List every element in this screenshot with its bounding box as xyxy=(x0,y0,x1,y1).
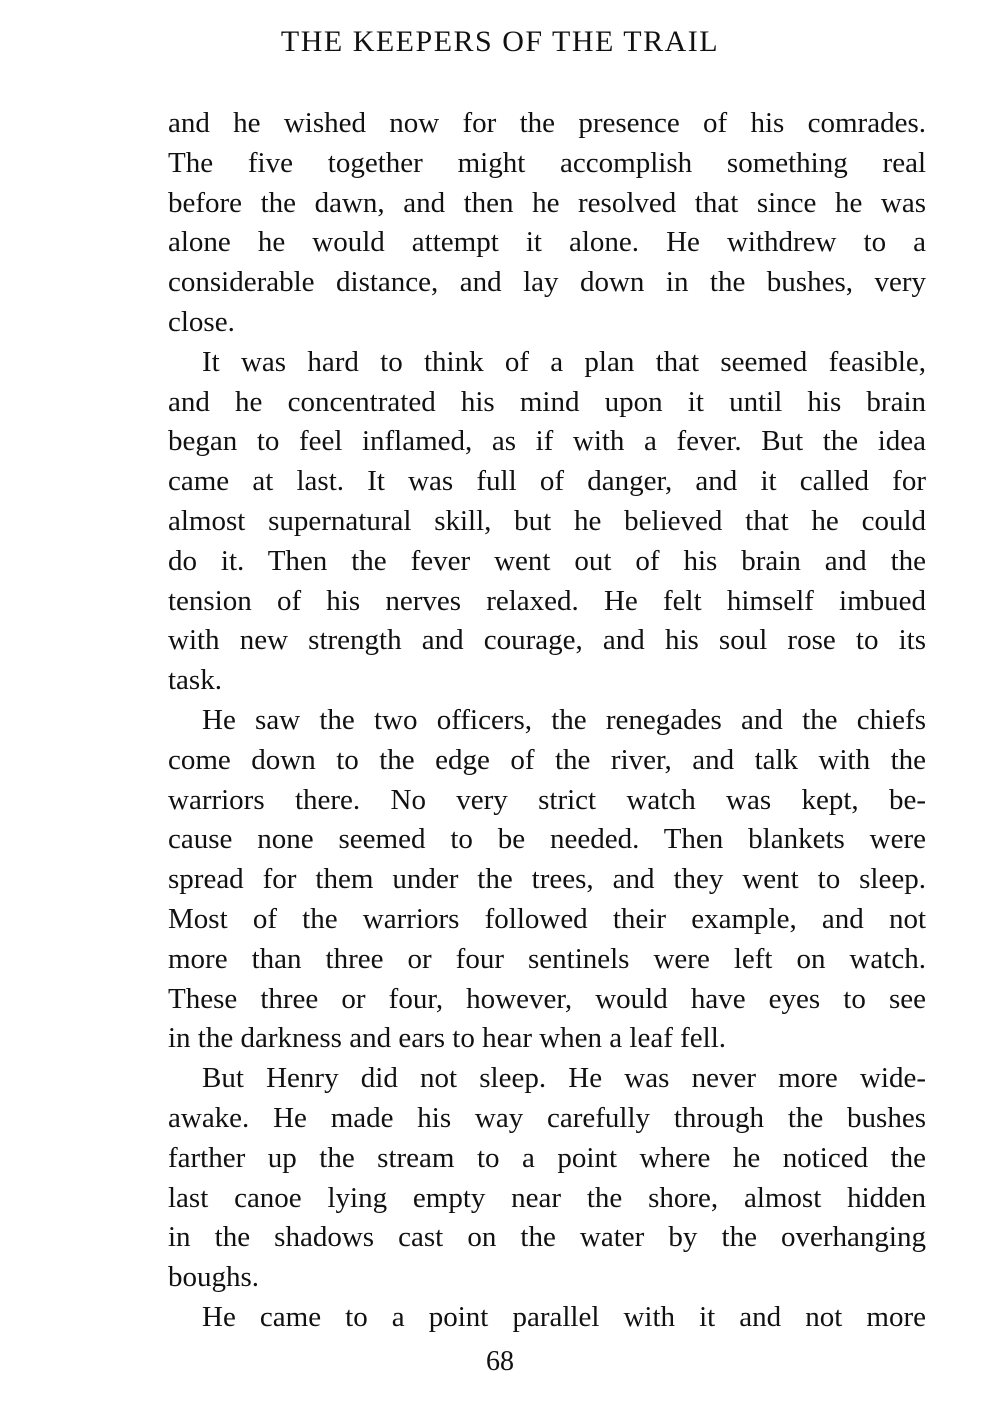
body-text xyxy=(168,104,926,1338)
text-line: spread for them under the trees, and they went to sleep. xyxy=(168,863,926,896)
text-line: The five together might accomplish something real xyxy=(168,146,926,179)
text-line: before the dawn, and then he resolved that since he was xyxy=(168,186,926,219)
text-line: close. xyxy=(168,305,235,338)
text-line: do it. Then the fever went out of his brain and the xyxy=(168,544,926,577)
text-line: with new strength and courage, and his soul rose to its xyxy=(168,624,926,657)
text-line: more than three or four sentinels were left on watch. xyxy=(168,942,926,975)
text-line: in the darkness and ears to hear when a leaf fell. xyxy=(168,1022,727,1055)
text-line: It was hard to think of a plan that seemed feasible, xyxy=(202,345,926,378)
text-line: considerable distance, and lay down in the bushes, very xyxy=(168,266,926,299)
text-line: He saw the two officers, the renegades and the chiefs xyxy=(202,703,926,736)
running-head: THE KEEPERS OF THE TRAIL xyxy=(280,25,720,58)
text-line: tension of his nerves relaxed. He felt himself imbued xyxy=(168,584,926,617)
text-line: almost supernatural skill, but he believed that he could xyxy=(168,504,926,537)
text-line: boughs. xyxy=(168,1261,260,1294)
text-line: and he concentrated his mind upon it until his brain xyxy=(168,385,926,418)
text-line: began to feel inflamed, as if with a fever. But the idea xyxy=(168,425,926,458)
text-line: come down to the edge of the river, and talk with the xyxy=(168,743,926,776)
text-line: Most of the warriors followed their example, and not xyxy=(168,902,926,935)
text-line: came at last. It was full of danger, and it called for xyxy=(168,465,926,498)
text-line: farther up the stream to a point where he noticed the xyxy=(168,1141,926,1174)
text-line: in the shadows cast on the water by the overhanging xyxy=(168,1221,926,1254)
text-line: awake. He made his way carefully through the bushes xyxy=(168,1101,926,1134)
text-line: cause none seemed to be needed. Then blankets were xyxy=(168,823,926,856)
text-line: task. xyxy=(168,664,222,697)
page-number: 68 xyxy=(486,1346,514,1377)
text-line: alone he would attempt it alone. He withdrew to a xyxy=(168,226,926,259)
text-line: He came to a point parallel with it and not more xyxy=(202,1300,926,1333)
text-line: These three or four, however, would have eyes to see xyxy=(168,982,926,1015)
text-line: warriors there. No very strict watch was kept, be- xyxy=(168,783,926,816)
text-line: But Henry did not sleep. He was never more wide- xyxy=(202,1062,926,1095)
text-line: and he wished now for the presence of his comrades. xyxy=(168,107,926,139)
text-line: last canoe lying empty near the shore, almost hidden xyxy=(168,1181,926,1214)
